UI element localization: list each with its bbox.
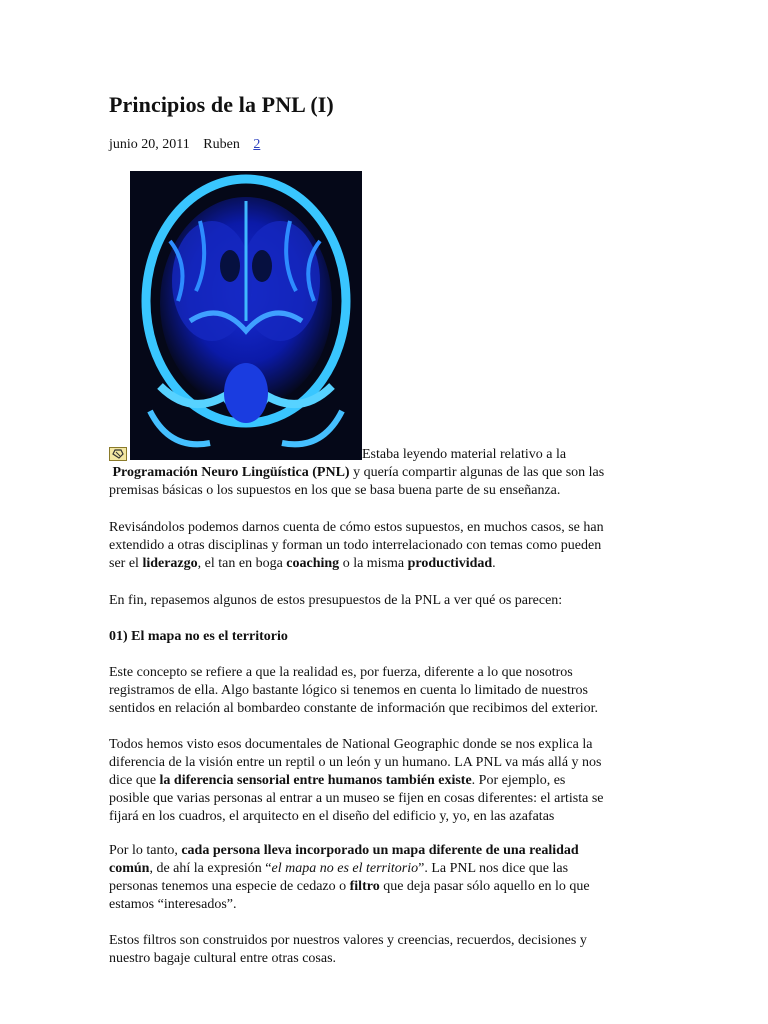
bold-term: la diferencia sensorial entre humanos también existe	[159, 773, 472, 788]
text-line: nuestro bagaje cultural entre otras cosas.	[109, 951, 337, 966]
text-line	[109, 878, 669, 896]
text-span: que deja pasar sólo aquello en lo que	[379, 879, 590, 894]
text-line: sentidos en relación al bombardeo constante de información que recibimos del exterior.	[109, 701, 599, 716]
paragraph-repaso	[109, 592, 669, 610]
text-line: estamos “interesados”.	[109, 897, 237, 912]
bold-term: filtro	[349, 879, 380, 894]
paragraph-mapa	[109, 842, 669, 914]
text-line: diferencia de la visión entre un reptil o un león y un humano. LA PNL va más allá y nos	[109, 755, 602, 770]
text-span: personas tenemos una especie de cedazo o	[109, 879, 350, 894]
text-line	[109, 842, 669, 860]
comments-link[interactable]: 2	[253, 137, 261, 152]
text-line: fijará en los cuadros, el arquitecto en el diseño del edificio y, yo, en las azafatas	[109, 809, 555, 824]
text-span: , de ahí la expresión “	[149, 861, 272, 876]
text-line: posible que varias personas al entrar a un museo se fijen en cosas diferentes: el artista se	[109, 791, 604, 806]
paragraph-supuestos	[109, 519, 669, 573]
text-line: premisas básicas o los supuestos en los que se basa buena parte de su enseñanza.	[109, 483, 561, 498]
text-line: En fin, repasemos algunos de estos presupuestos de la PNL a ver qué os parecen:	[109, 593, 563, 608]
text-line: Revisándolos podemos darnos cuenta de cómo estos supuestos, en muchos casos, se han	[109, 520, 604, 535]
text-span: y quería compartir algunas de las que son las	[349, 465, 605, 480]
bold-term: productividad	[407, 556, 493, 571]
text-span: . Por ejemplo, es	[471, 773, 566, 788]
text-span: o la misma	[339, 556, 408, 571]
paragraph-filtros	[109, 932, 669, 968]
bold-term: coaching	[286, 556, 340, 571]
post-date: junio 20, 2011	[109, 137, 190, 152]
article-title: Principios de la PNL (I)	[109, 92, 334, 117]
text-line	[109, 772, 669, 790]
bold-term: cada persona lleva incorporado un mapa diferente de una realidad	[181, 843, 579, 858]
italic-phrase: el mapa no es el territorio	[271, 861, 419, 876]
bold-term: común	[109, 861, 150, 876]
text-line: registramos de ella. Algo bastante lógico si tenemos en cuenta lo limitado de nuestros	[109, 683, 588, 698]
brain-mri-image	[130, 171, 362, 460]
article-meta	[109, 137, 260, 153]
text-span: .	[492, 556, 496, 571]
text-span: ser el	[109, 556, 143, 571]
text-line	[109, 860, 669, 878]
paragraph-concepto	[109, 664, 669, 718]
text-line	[109, 464, 669, 482]
paragraph-documentales	[109, 736, 669, 826]
post-author: Ruben	[203, 137, 240, 152]
text-line: Estaba leyendo material relativo a la	[362, 447, 567, 462]
text-line: Todos hemos visto esos documentales de National Geographic donde se nos explica la	[109, 737, 593, 752]
text-line: Este concepto se refiere a que la realidad es, por fuerza, diferente a lo que nosotros	[109, 665, 573, 680]
text-span: ”. La PNL nos dice que las	[418, 861, 569, 876]
text-span: Por lo tanto,	[109, 843, 182, 858]
section-heading	[109, 628, 669, 646]
heading-text: 01) El mapa no es el territorio	[109, 629, 288, 644]
text-span: , el tan en boga	[197, 556, 287, 571]
paragraph-intro	[109, 446, 669, 500]
text-line: extendido a otras disciplinas y forman un todo interrelacionado con temas como pueden	[109, 538, 602, 553]
text-span: dice que	[109, 773, 160, 788]
bold-term: liderazgo	[142, 556, 198, 571]
text-line: Estos filtros son construidos por nuestros valores y creencias, recuerdos, decisiones y	[109, 933, 587, 948]
bold-term: Programación Neuro Lingüística (PNL)	[112, 465, 350, 480]
text-line	[109, 555, 669, 573]
